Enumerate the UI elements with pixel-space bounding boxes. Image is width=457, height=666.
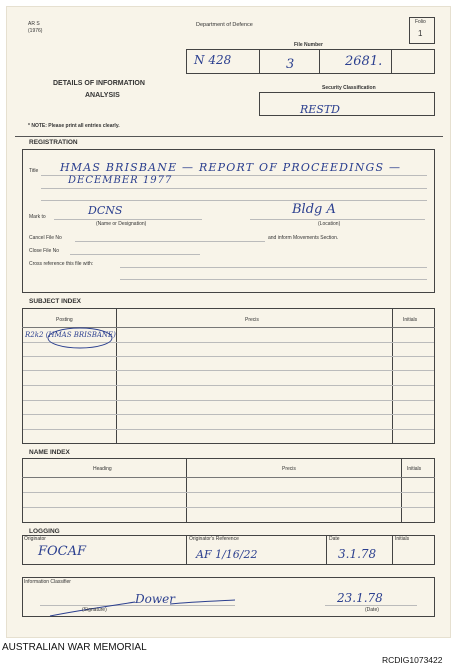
classifier-label: Information Classifier (24, 579, 71, 585)
file-number-divider (391, 49, 392, 74)
column-divider (186, 535, 187, 565)
row-rule (23, 370, 434, 371)
form-code: AR S (28, 21, 40, 27)
precis-header: Precis (282, 466, 296, 472)
column-divider (326, 535, 327, 565)
signature-stroke (40, 592, 240, 622)
title-value-line1: HMAS BRISBANE — REPORT OF PROCEEDINGS — (60, 161, 402, 174)
mark-to-label: Mark to (29, 214, 46, 220)
close-file-line (70, 254, 200, 255)
separator-line (15, 136, 443, 137)
file-number-part3: 2681. (345, 54, 383, 69)
file-number-part2: 3 (286, 57, 295, 72)
note-text: * NOTE: Please print all entries clearly. (28, 123, 120, 129)
classifier-date-line (325, 605, 417, 606)
logging-initials-label: Initials (395, 536, 410, 542)
footer-ref: RCDIG1073422 (382, 655, 443, 665)
title-line (41, 200, 427, 201)
title-value-line2: DECEMBER 1977 (68, 175, 173, 186)
security-box (259, 92, 435, 116)
row-rule (23, 400, 434, 401)
row-rule (23, 492, 434, 493)
file-number-divider (259, 49, 260, 74)
classifier-signature: Dower (135, 592, 175, 606)
department-label: Department of Defence (196, 22, 253, 28)
mark-to-line (54, 219, 202, 220)
logging-date-label: Date (329, 536, 340, 542)
column-divider (401, 458, 402, 523)
registration-heading: REGISTRATION (29, 139, 78, 146)
classifier-date-value: 23.1.78 (337, 591, 383, 605)
name-designation-label: (Name or Designation) (96, 221, 147, 227)
name-index-heading: NAME INDEX (29, 449, 70, 456)
column-divider (116, 308, 117, 444)
cancel-file-line (75, 241, 265, 242)
security-value: RESTD (300, 103, 341, 116)
crossref-line (120, 279, 427, 280)
logging-heading: LOGGING (29, 528, 60, 535)
heading-header: Heading (93, 466, 112, 472)
mark-to-value: DCNS (88, 204, 123, 217)
originator-label: Originator (24, 536, 46, 542)
classifier-date-label: (Date) (365, 607, 379, 613)
file-number-part1: N 428 (194, 53, 232, 67)
posting-entry-bracket (46, 326, 114, 350)
posting-header: Posting (56, 317, 73, 323)
signature-label: (Signature) (82, 607, 107, 613)
posting-entry: R2k2 (HMAS BRISBANE) (25, 331, 116, 339)
movements-label: and inform Movements Section. (268, 235, 339, 241)
location-label: (Location) (318, 221, 341, 227)
crossref-label: Cross reference this file with: (29, 261, 94, 267)
row-rule (23, 429, 434, 430)
crossref-line (120, 267, 427, 268)
location-line (250, 219, 425, 220)
initials-header: Initials (407, 466, 422, 472)
security-label: Security Classification (322, 85, 376, 91)
cancel-file-label: Cancel File No (29, 235, 62, 241)
header-rule (22, 477, 435, 478)
row-rule (23, 414, 434, 415)
form-title-line1: DETAILS OF INFORMATION (53, 80, 145, 87)
column-divider (392, 535, 393, 565)
precis-header: Precis (245, 317, 259, 323)
originator-ref-value: AF 1/16/22 (196, 548, 258, 561)
column-divider (186, 458, 187, 523)
form-year: (1976) (28, 28, 43, 34)
name-index-table (22, 458, 435, 523)
footer-archive: AUSTRALIAN WAR MEMORIAL (2, 642, 147, 653)
originator-ref-label: Originator's Reference (189, 536, 239, 542)
row-rule (23, 356, 434, 357)
title-line (41, 188, 427, 189)
logging-date-value: 3.1.78 (338, 547, 377, 561)
title-label: Title (29, 168, 39, 174)
subject-index-heading: SUBJECT INDEX (29, 298, 82, 305)
column-divider (392, 308, 393, 444)
originator-value: FOCAF (38, 544, 87, 559)
row-rule (23, 385, 434, 386)
file-number-divider (319, 49, 320, 74)
initials-header: Initials (403, 317, 418, 323)
location-value: Bldg A (292, 202, 336, 217)
folio-label: Folio (415, 19, 426, 25)
file-number-label: File Number (294, 42, 323, 48)
folio-number: 1 (418, 29, 423, 38)
form-title-line2: ANALYSIS (85, 92, 120, 99)
row-rule (23, 507, 434, 508)
close-file-label: Close File No (29, 248, 60, 254)
